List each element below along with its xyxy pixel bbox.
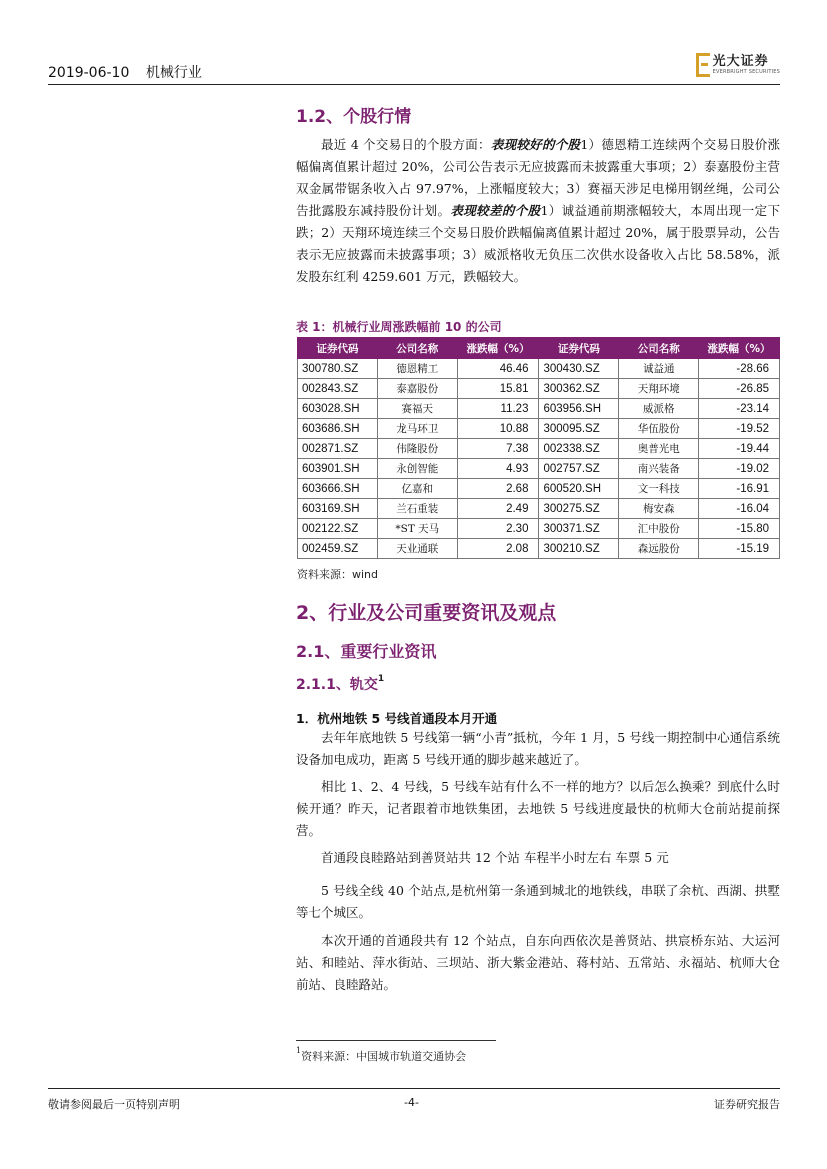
cell-change: -19.44 [699, 439, 780, 459]
cell-change: 2.49 [457, 499, 539, 519]
cell-code: 002843.SZ [298, 379, 378, 399]
cell-change: -19.52 [699, 419, 780, 439]
col-header-change: 涨跌幅（%） [457, 338, 539, 359]
table-row [298, 419, 780, 439]
cell-company: 亿嘉和 [377, 479, 457, 499]
cell-company: 奥普光电 [619, 439, 699, 459]
bad-stocks-text: 1）诚益通前期涨幅较大，本周出现一定下跌；2）天翔环境连续三个交易日股价跌幅偏离值累计超过 20%，属于股票异动，公告表示无应披露而未披露事项；3）威派格收无负压二次供水设备收入占比 58.58%，派发股东红利 4259.601 万元，跌幅较大。 [296, 203, 780, 284]
cell-change: -15.19 [699, 539, 780, 559]
cell-code: 002459.SZ [298, 539, 378, 559]
cell-company: *ST 天马 [377, 519, 457, 539]
cell-change: -15.80 [699, 519, 780, 539]
cell-change: 2.68 [457, 479, 539, 499]
table-row [298, 499, 780, 519]
cell-code: 300430.SZ [539, 359, 619, 379]
cell-company: 兰石重装 [377, 499, 457, 519]
cell-company: 梅安森 [619, 499, 699, 519]
brand-logo [696, 50, 780, 80]
page-number: -4- [404, 1096, 419, 1109]
cell-code: 002338.SZ [539, 439, 619, 459]
news-title: 1．杭州地铁 5 号线首通段本月开通 [296, 711, 498, 726]
cell-company: 汇中股份 [619, 519, 699, 539]
cell-company: 天翔环境 [619, 379, 699, 399]
cell-change: 15.81 [457, 379, 539, 399]
news-paragraph-5: 本次开通的首通段共有 12 个站点，自东向西依次是善贤站、拱宸桥东站、大运河站、和睦站、萍水街站、三坝站、浙大紫金港站、蒋村站、五常站、永福站、杭师大仓前站、良睦路站。 [296, 933, 780, 992]
cell-change: -16.04 [699, 499, 780, 519]
cell-change: 10.88 [457, 419, 539, 439]
section-title-1-2: 1.2、个股行情 [296, 107, 412, 127]
cell-company: 森远股份 [619, 539, 699, 559]
industry-name: 机械行业 [145, 65, 202, 81]
footnote-text: 资料来源：中国城市轨道交通协会 [301, 1050, 467, 1063]
cell-change: 7.38 [457, 439, 539, 459]
section-title-2-1-1 [296, 674, 384, 694]
report-date: 2019-06-10 [48, 65, 130, 81]
cell-code: 300780.SZ [298, 359, 378, 379]
footer-disclaimer: 敬请参阅最后一页特别声明 [48, 1098, 180, 1111]
section-title-2-1-1-text: 2.1.1、轨交 [296, 677, 378, 693]
logo-name-cn: 光大证券 [712, 54, 769, 69]
col-header-code: 证券代码 [298, 338, 378, 359]
cell-code: 300371.SZ [539, 519, 619, 539]
cell-code: 603028.SH [298, 399, 378, 419]
table-row [298, 479, 780, 499]
table-row [298, 539, 780, 559]
cell-company: 泰嘉股份 [377, 379, 457, 399]
cell-code: 300095.SZ [539, 419, 619, 439]
stock-movers-table [297, 337, 780, 559]
footer-divider [48, 1088, 780, 1089]
stock-summary-paragraph [296, 134, 780, 310]
cell-code: 603169.SH [298, 499, 378, 519]
cell-change: -16.91 [699, 479, 780, 499]
cell-company: 天业通联 [377, 539, 457, 559]
cell-change: 4.93 [457, 459, 539, 479]
cell-change: 46.46 [457, 359, 539, 379]
cell-company: 南兴装备 [619, 459, 699, 479]
cell-code: 603666.SH [298, 479, 378, 499]
footnote [296, 1048, 466, 1064]
good-stocks-label: 表现较好的个股 [490, 137, 581, 152]
cell-change: -28.66 [699, 359, 780, 379]
cell-change: 2.08 [457, 539, 539, 559]
cell-company: 伟隆股份 [377, 439, 457, 459]
cell-change: -23.14 [699, 399, 780, 419]
section-title-2-1: 2.1、重要行业资讯 [296, 642, 437, 661]
table-row [298, 379, 780, 399]
good-stocks-text: 1）德恩精工连续两个交易日股价涨幅偏离值累计超过 20%，公司公告表示无应披露而未披露重大事项；2）泰嘉股份主营双金属带锯条收入占 97.97%，上涨幅度较大；3）赛福天涉足电梯用钢丝绳，公司公告批露股东减持股份计划。 [296, 137, 780, 218]
table-header-row [298, 338, 780, 359]
header-info [48, 62, 214, 82]
col-header-name: 公司名称 [619, 338, 699, 359]
cell-code: 002871.SZ [298, 439, 378, 459]
cell-change: 11.23 [457, 399, 539, 419]
cell-company: 文一科技 [619, 479, 699, 499]
cell-code: 300275.SZ [539, 499, 619, 519]
cell-change: -26.85 [699, 379, 780, 399]
cell-company: 龙马环卫 [377, 419, 457, 439]
table-row [298, 459, 780, 479]
summary-intro: 最近 4 个交易日的个股方面： [321, 137, 491, 152]
col-header-name: 公司名称 [377, 338, 457, 359]
table-source: 资料来源：wind [297, 568, 379, 581]
cell-company: 德恩精工 [377, 359, 457, 379]
cell-code: 603901.SH [298, 459, 378, 479]
cell-code: 002757.SZ [539, 459, 619, 479]
news-paragraph-4: 5 号线全线 40 个站点,是杭州第一条通到城北的地铁线，串联了余杭、西湖、拱墅等七个城区。 [296, 883, 780, 920]
cell-code: 300210.SZ [539, 539, 619, 559]
logo-name-en: EVERBRIGHT SECURITIES [712, 69, 780, 75]
cell-company: 赛福天 [377, 399, 457, 419]
bad-stocks-label: 表现较差的个股 [450, 203, 541, 218]
footnote-divider [296, 1040, 496, 1041]
table-row [298, 519, 780, 539]
cell-code: 603956.SH [539, 399, 619, 419]
cell-code: 603686.SH [298, 419, 378, 439]
cell-code: 300362.SZ [539, 379, 619, 399]
header-divider [48, 84, 780, 85]
table-row [298, 359, 780, 379]
col-header-change: 涨跌幅（%） [699, 338, 780, 359]
cell-company: 永创智能 [377, 459, 457, 479]
page-header [48, 56, 780, 86]
table-title: 表 1：机械行业周涨跌幅前 10 的公司 [296, 320, 502, 334]
cell-company: 华伍股份 [619, 419, 699, 439]
footnote-mark: 1 [296, 1046, 302, 1056]
cell-change: -19.02 [699, 459, 780, 479]
cell-company: 诚益通 [619, 359, 699, 379]
cell-code: 002122.SZ [298, 519, 378, 539]
table-row [298, 439, 780, 459]
section-title-2: 2、行业及公司重要资讯及观点 [296, 602, 557, 624]
news-paragraph-2: 相比 1、2、4 号线，5 号线车站有什么不一样的地方？以后怎么换乘？到底什么时候开通？昨天，记者跟着市地铁集团，去地铁 5 号线进度最快的杭师大仓前站提前探营。 [296, 779, 780, 838]
cell-company: 威派格 [619, 399, 699, 419]
footnote-ref: 1 [377, 674, 385, 685]
cell-change: 2.30 [457, 519, 539, 539]
footer-report-type: 证券研究报告 [714, 1098, 780, 1111]
col-header-code: 证券代码 [539, 338, 619, 359]
table-row [298, 399, 780, 419]
cell-code: 600520.SH [539, 479, 619, 499]
news-paragraph-1: 去年年底地铁 5 号线第一辆“小青”抵杭，今年 1 月，5 号线一期控制中心通信系统设备加电成功，距离 5 号线开通的脚步越来越近了。 [296, 730, 780, 767]
news-paragraph-3: 首通段良睦路站到善贤站共 12 个站 车程半小时左右 车票 5 元 [321, 850, 669, 865]
logo-icon [696, 53, 710, 77]
